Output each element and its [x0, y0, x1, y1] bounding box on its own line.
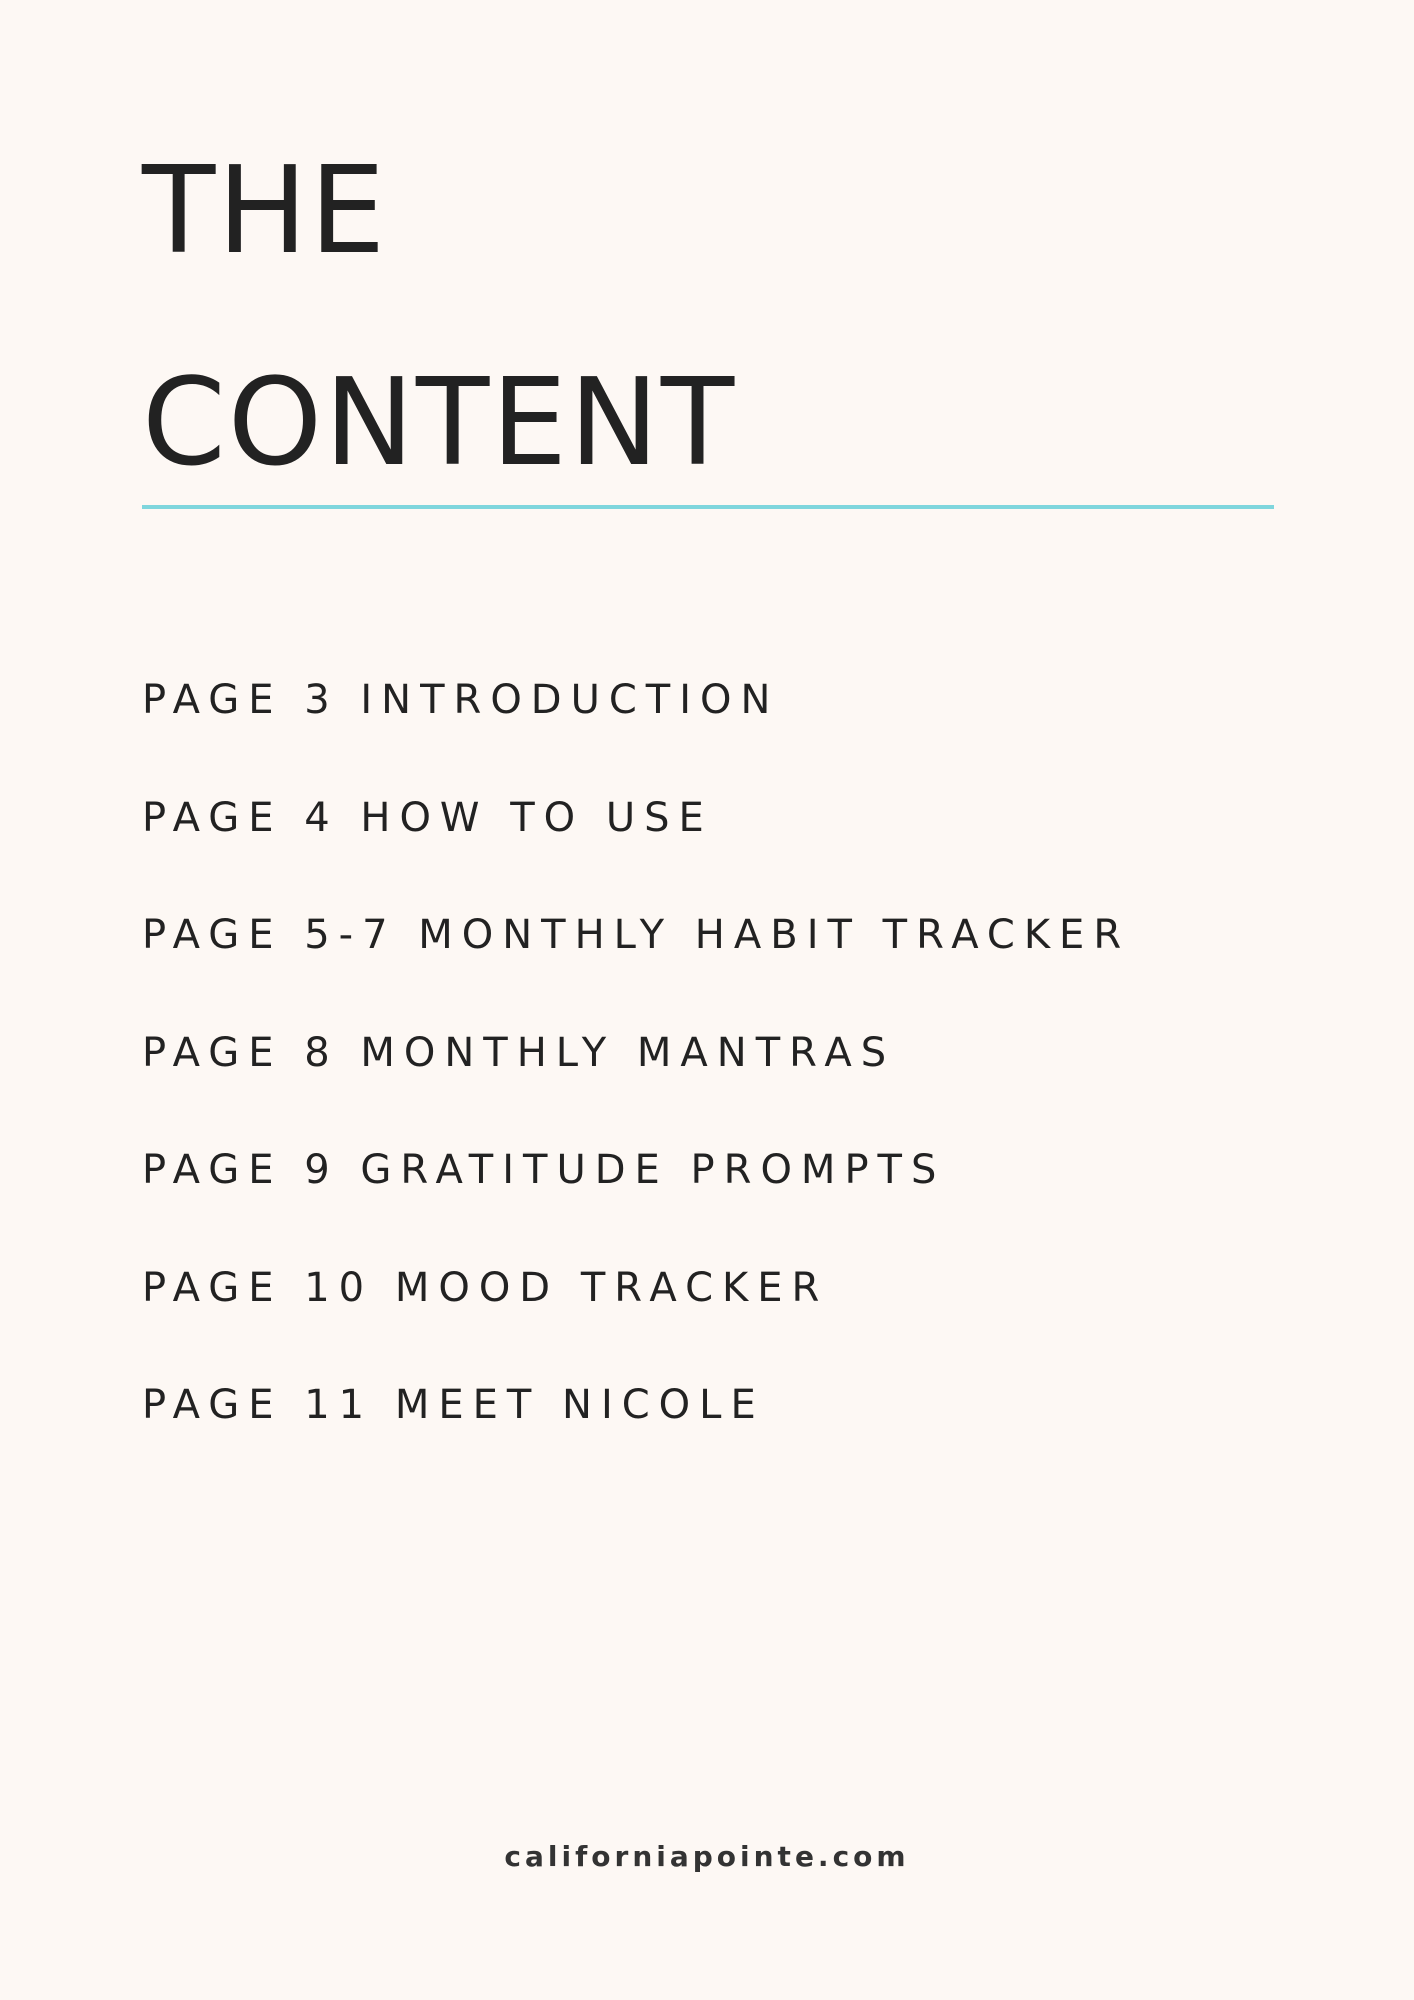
- footer-website: californiapointe.com: [504, 1840, 910, 1873]
- toc-item-introduction: PAGE 3 INTRODUCTION: [142, 677, 780, 723]
- toc-item-meet-nicole: PAGE 11 MEET NICOLE: [142, 1382, 765, 1428]
- toc-item-mood-tracker: PAGE 10 MOOD TRACKER: [142, 1264, 829, 1311]
- toc-item-monthly-habit-tracker: PAGE 5-7 MONTHLY HABIT TRACKER: [142, 912, 1131, 958]
- toc-item-gratitude-prompts: PAGE 9 GRATITUDE PROMPTS: [142, 1147, 946, 1193]
- toc-item-how-to-use: PAGE 4 HOW TO USE: [142, 794, 713, 841]
- table-of-contents: [142, 676, 1130, 1499]
- page-title-line-2: CONTENT: [142, 354, 737, 493]
- page-title-line-1: THE: [142, 142, 388, 281]
- title-divider: [142, 505, 1274, 509]
- toc-item-monthly-mantras: PAGE 8 MONTHLY MANTRAS: [142, 1029, 896, 1076]
